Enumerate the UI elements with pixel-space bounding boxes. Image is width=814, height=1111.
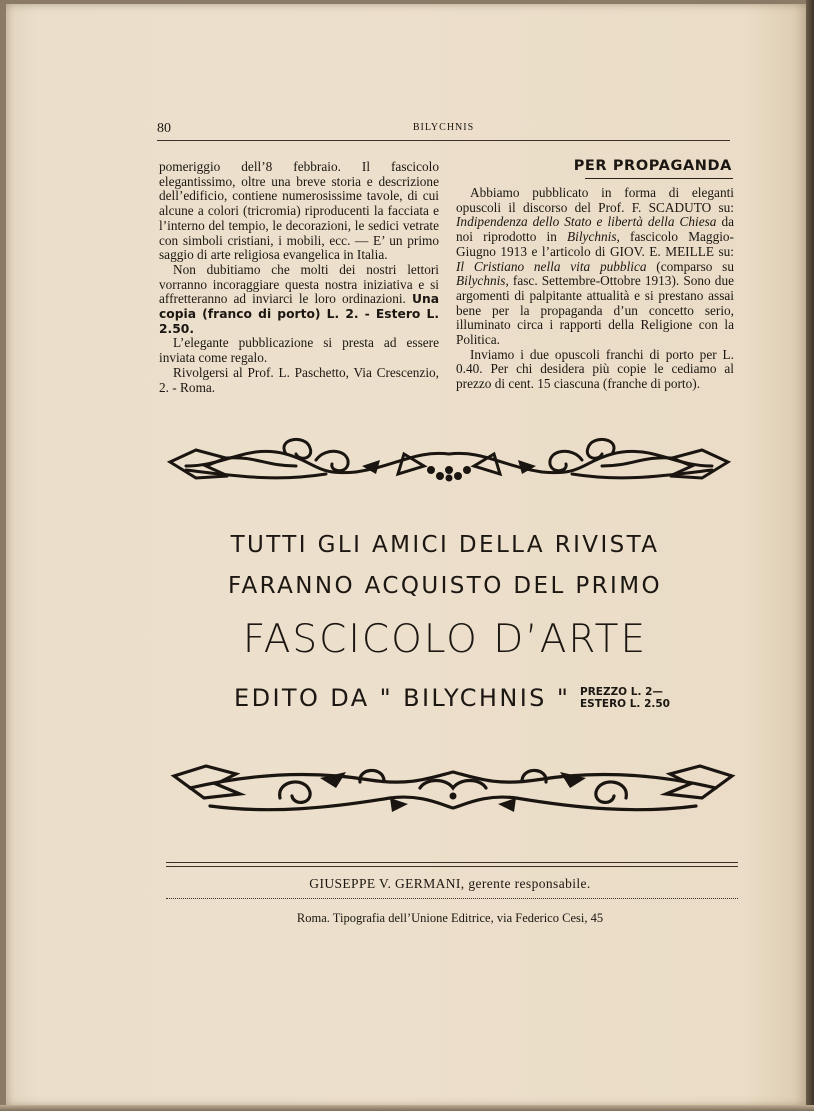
- text-run: da noi riprodotto in: [456, 214, 735, 245]
- left-paragraph-4: Rivolgersi al Prof. L. Paschetto, Via Crescenzio, 2. - Roma.: [159, 364, 439, 395]
- printer-imprint: Roma. Tipografia dell’Unione Editrice, via Federico Cesi, 45: [296, 911, 604, 925]
- text-run: , fascicolo Maggio-Giugno 1913 e l’articolo di GIOV. E. MEILLE su:: [456, 229, 734, 259]
- text-run: , fasc. Settembre-Ottobre 1913). Sono due argomenti di palpitante attualità e si prestano assai bene per la propaganda d’un concetto serio, illuminato circa i rapporti della Religione con la Politica.: [456, 273, 734, 348]
- left-paragraph-1: pomeriggio dell’8 febbraio. Il fascicolo elegantissimo, oltre una breve storia e descrizione dell’edificio, contiene numerosissime tavole, di cui alcune a colori (tricromia) riproducenti la facciata e l’interno del tempio, le decorazioni, le sedici vetrate con simboli cristiani, i mobili, ecc. — E’ un primo saggio di arte religiosa evangelica in Italia.: [159, 159, 439, 263]
- right-paragraph-1: [456, 186, 734, 348]
- price-foreign: ESTERO L. 2.50: [580, 698, 670, 710]
- right-paragraph-2: Inviamo i due opuscoli franchi di porto per L. 0.40. Per chi desidera più copie le cediamo al prezzo di cent. 15 ciascuna (franche di porto).: [456, 346, 734, 392]
- page-number: 80: [157, 121, 171, 136]
- footer-rule-bottom: [166, 898, 738, 899]
- italic-title: Indipendenza dello Stato e libertà della Chiesa: [456, 214, 717, 230]
- page-bottom-edge: [0, 1105, 814, 1111]
- italic-title: Bilychnis: [567, 229, 617, 245]
- left-paragraph-3: L’elegante pubblicazione si presta ad essere inviata come regalo.: [159, 335, 439, 366]
- section-title-rule: [585, 178, 733, 179]
- book-spine-shadow: [806, 0, 814, 1111]
- advert-line-2: FARANNO ACQUISTO DEL PRIMO: [228, 573, 662, 599]
- right-column: [456, 186, 734, 392]
- header-rule: [157, 140, 730, 141]
- italic-title: Il Cristiano nella vita pubblica: [456, 258, 647, 274]
- advert-line-4: EDITO DA " BILYCHNIS ": [234, 684, 571, 712]
- section-title: PER PROPAGANDA: [573, 158, 732, 174]
- price-note: Una copia (franco di porto) L. 2. - Estero L. 2.50.: [159, 292, 439, 336]
- left-paragraph-2: [159, 263, 439, 337]
- advert-line-1: TUTTI GLI AMICI DELLA RIVISTA: [230, 532, 660, 558]
- top-floral-ornament: [166, 436, 732, 486]
- text-run: Abbiamo pubblicato in forma di eleganti opuscoli il discorso del Prof. F. SCADUTO su:: [456, 185, 734, 215]
- price-domestic: PREZZO L. 2—: [580, 686, 663, 698]
- advert-prices: [580, 686, 670, 710]
- left-paragraph-2-text: Non dubitiamo che molti dei nostri lettori vorranno incoraggiare questa nostra iniziativa e si affretteranno ad inviarci le loro ordinazioni.: [159, 261, 439, 307]
- publisher-manager: GIUSEPPE V. GERMANI, gerente responsabile.: [309, 876, 591, 891]
- italic-title: Bilychnis: [456, 273, 506, 289]
- bottom-floral-ornament: [170, 758, 736, 820]
- running-header: [157, 120, 730, 138]
- left-column: [159, 160, 439, 395]
- advert-headline: FASCICOLO D’ARTE: [242, 617, 648, 662]
- footer-rule-top-1: [166, 862, 738, 863]
- footer-rule-top-2: [166, 866, 738, 867]
- running-title: BILYCHNIS: [412, 122, 475, 133]
- text-run: (comparso su: [646, 258, 734, 274]
